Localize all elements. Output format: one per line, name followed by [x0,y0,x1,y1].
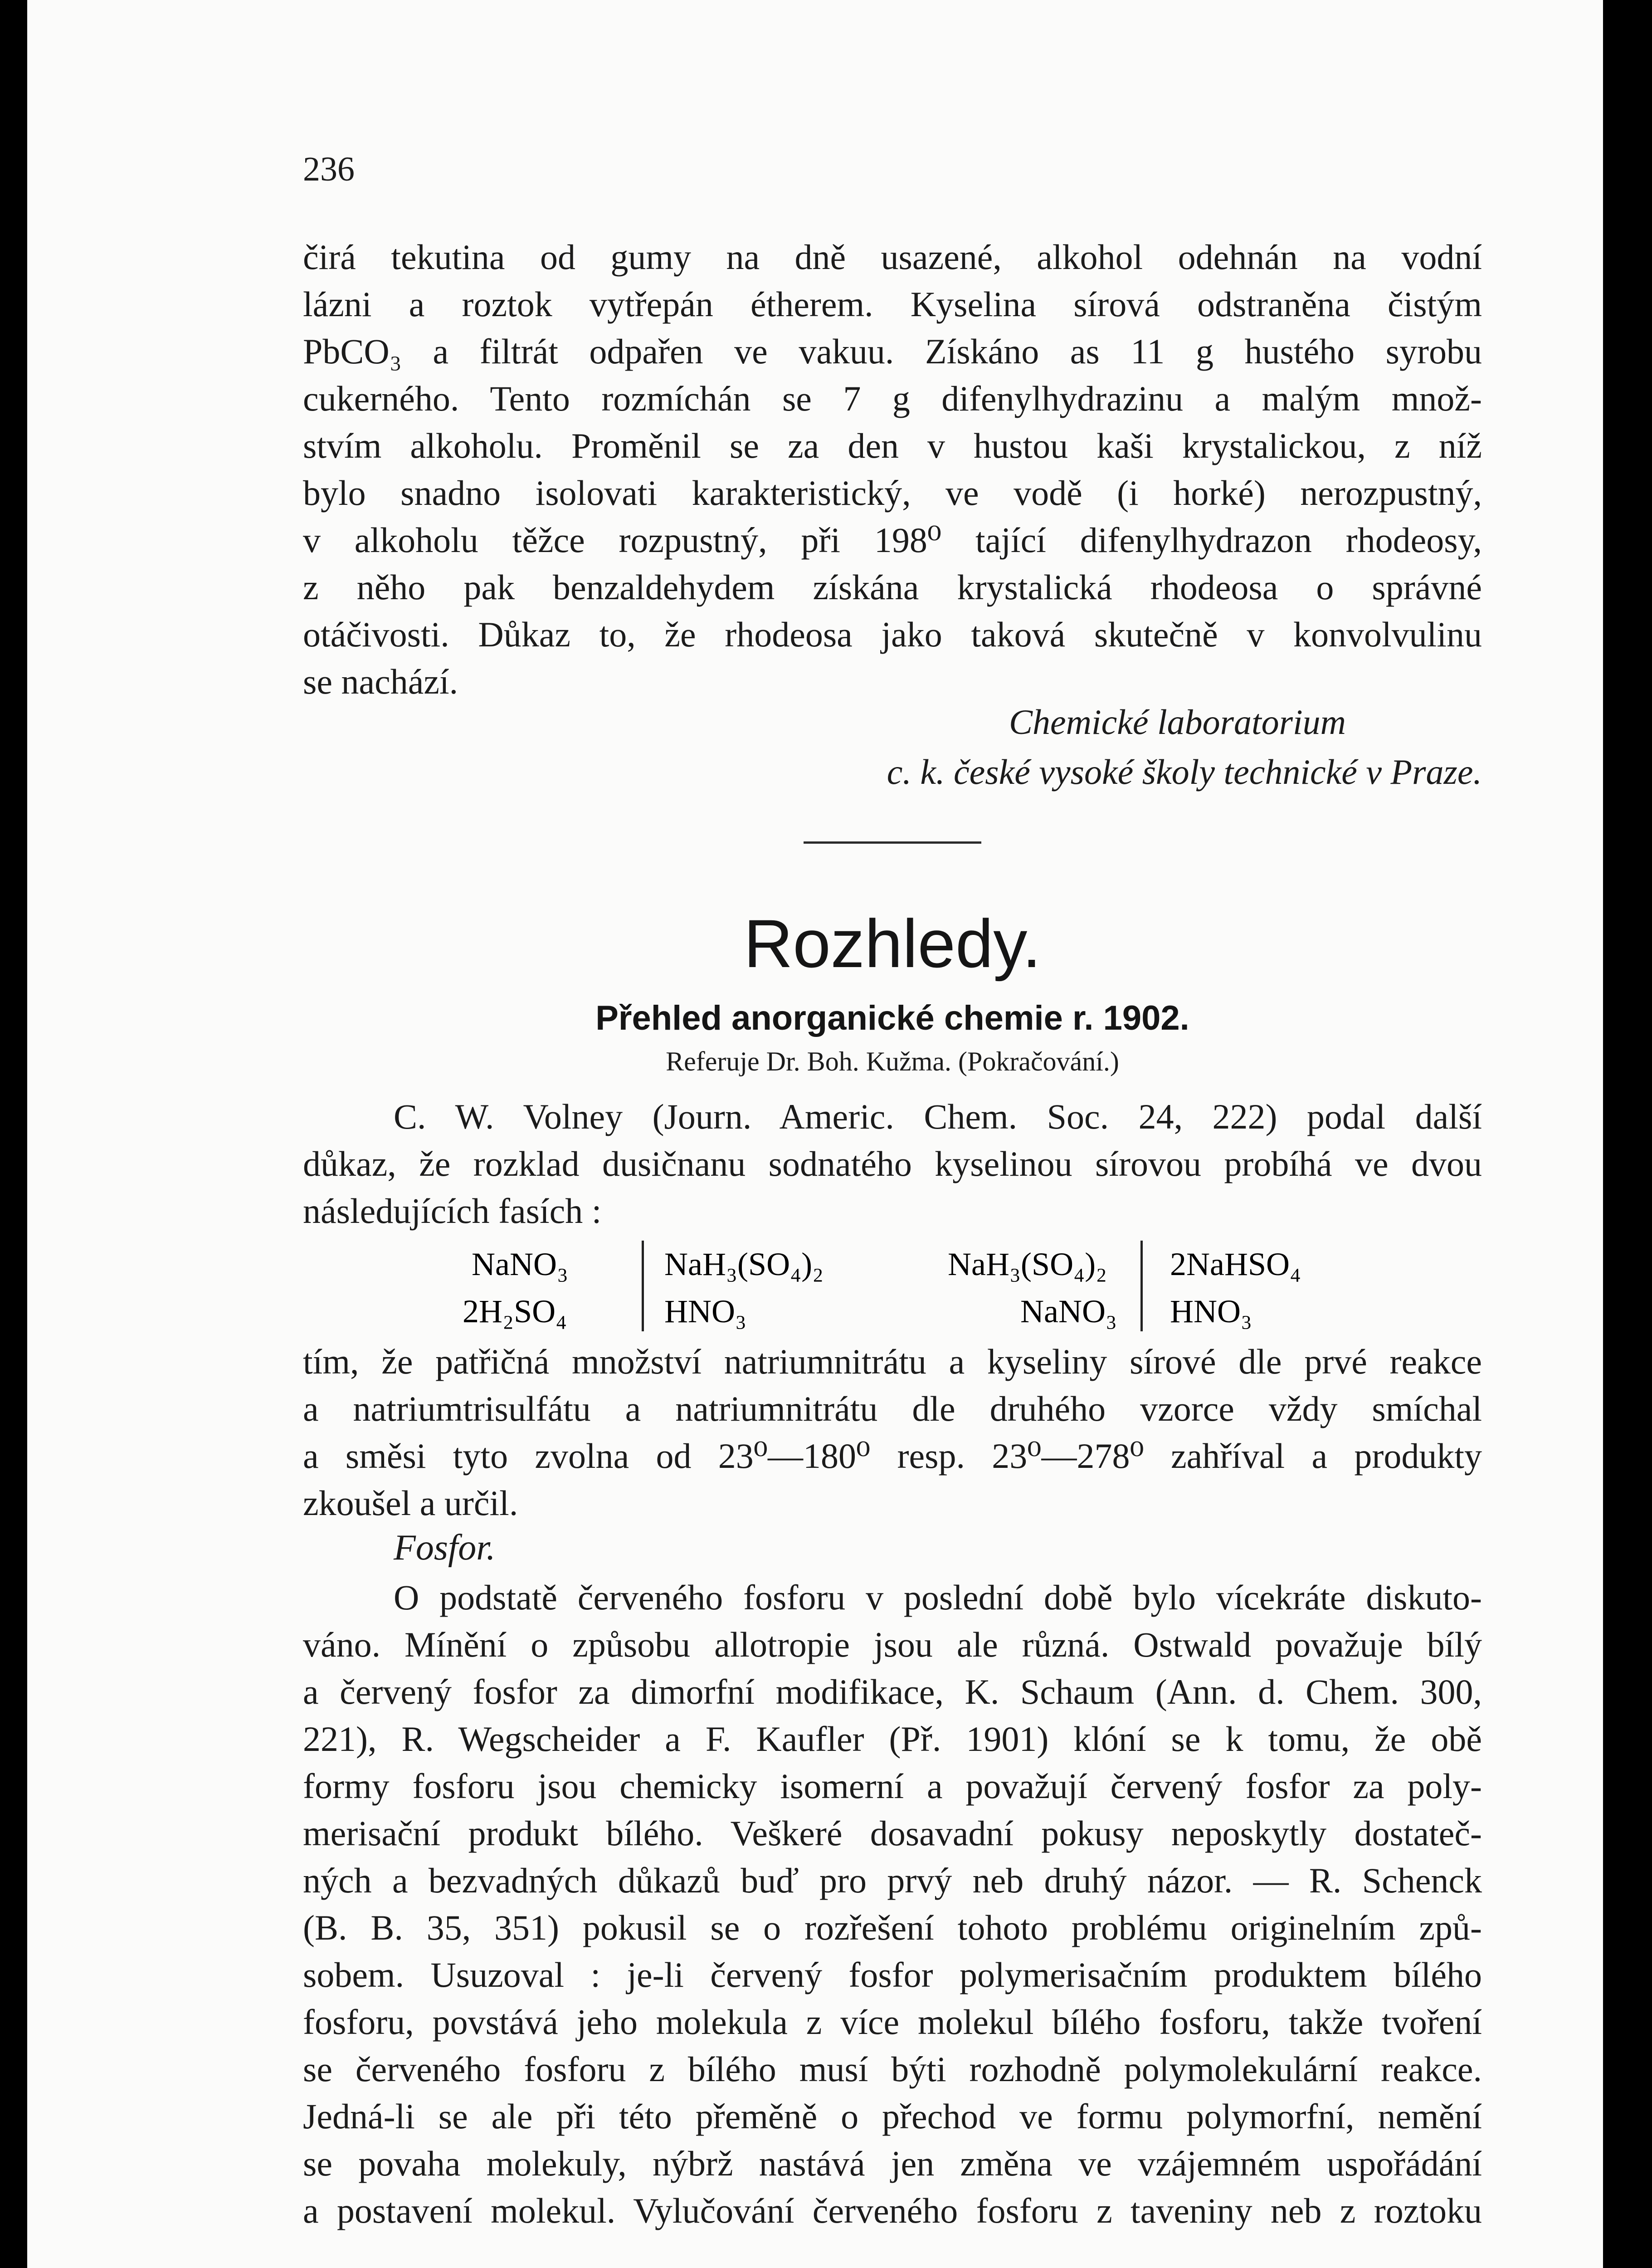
text-line: následujících fasích : [303,1191,602,1231]
page [27,0,1603,2268]
formula-mid2-top: NaH₃(SO₄)₂ [948,1246,1107,1282]
signature-line-2: c. k. české vysoké školy technické v Praze. [887,752,1482,792]
text-line: ných a bezvadných důkazů buď pro prvý neb druhý názor. — R. Schenck [303,1861,1482,1900]
byline: Referuje Dr. Boh. Kužma. (Pokračování.) [666,1046,1119,1076]
text-line: Jedná-li se ale při této přeměně o přechod ve formu polymorfní, nemění [303,2097,1482,2136]
text-line: a natriumtrisulfátu a natriumnitrátu dle druhého vzorce vždy smíchal [303,1389,1482,1428]
separator-rule [804,841,981,844]
text-line: sobem. Usuzoval : je-li červený fosfor polymerisačním produktem bílého [303,1955,1482,1994]
text-line: PbCO₃ a filtrát odpařen ve vakuu. Získáno as 11 g hustého syrobu [303,332,1482,371]
text-line: důkaz, že rozklad dusičnanu sodnatého kyselinou sírovou probíhá ve dvou [303,1144,1482,1183]
formula-mid1-bottom: HNO₃ [664,1293,747,1330]
text-line: merisační produkt bílého. Veškeré dosavadní pokusy neposkytly dostateč- [303,1813,1482,1853]
text-line: v alkoholu těžce rozpustný, při 198⁰ tající difenylhydrazon rhodeosy, [303,520,1482,560]
text-line: a červený fosfor za dimorfní modifikace, K. Schaum (Ann. d. Chem. 300, [303,1672,1482,1711]
text-line: váno. Mínění o způsobu allotropie jsou ale různá. Ostwald považuje bílý [303,1625,1482,1664]
text-line: fosforu, povstává jeho molekula z více molekul bílého fosforu, takže tvoření [303,2002,1482,2042]
text-line: čirá tekutina od gumy na dně usazené, alkohol odehnán na vodní [303,237,1482,277]
section-title: Rozhledy. [744,905,1041,982]
text-line: tím, že patřičná množství natriumnitrátu a kyseliny sírové dle prvé reakce [303,1342,1482,1381]
text-line: a postavení molekul. Vylučování červeného fosforu z taveniny neb z roztoku [303,2191,1482,2230]
text-line: zkoušel a určil. [303,1483,518,1523]
formula-divider [1140,1241,1143,1331]
formula-divider [642,1241,644,1331]
text-line: z něho pak benzaldehydem získána krystalická rhodeosa o správné [303,567,1482,607]
article-subtitle: Přehled anorganické chemie r. 1902. [595,999,1189,1037]
formula-right-top: 2NaHSO₄ [1170,1246,1301,1282]
text-line: formy fosforu jsou chemicky isomerní a považují červený fosfor za poly- [303,1766,1482,1806]
text-line: cukerného. Tento rozmíchán se 7 g difenylhydrazinu a malým množ- [303,379,1482,418]
subsection-title-fosfor: Fosfor. [394,1528,496,1568]
formula-left-bottom: 2H₂SO₄ [463,1293,567,1330]
text-line: (B. B. 35, 351) pokusil se o rozřešení tohoto problému originelním způ- [303,1908,1482,1947]
text-line: bylo snadno isolovati karakteristický, ve vodě (i horké) nerozpustný, [303,473,1482,513]
formula-left-top: NaNO₃ [472,1246,569,1282]
text-line: O podstatě červeného fosforu v poslední době bylo vícekráte diskuto- [394,1578,1482,1617]
text-line: lázni a roztok vytřepán étherem. Kyselina sírová odstraněna čistým [303,284,1482,324]
text-line: C. W. Volney (Journ. Americ. Chem. Soc. 24, 222) podal další [394,1097,1482,1136]
text-line: se červeného fosforu z bílého musí býti rozhodně polymolekulární reakce. [303,2049,1482,2089]
text-line: se povaha molekuly, nýbrž nastává jen změna ve vzájemném uspořádání [303,2144,1482,2183]
text-line: 221), R. Wegscheider a F. Kaufler (Př. 1901) klóní se k tomu, že obě [303,1719,1482,1759]
formula-right-bottom: HNO₃ [1170,1293,1252,1330]
text-line: otáčivosti. Důkaz to, že rhodeosa jako taková skutečně v konvolvulinu [303,615,1482,654]
page-number: 236 [303,150,355,188]
formula-mid2-bottom: NaNO₃ [1020,1293,1117,1330]
formula-mid1-top: NaH₃(SO₄)₂ [664,1246,824,1282]
text-line: a směsi tyto zvolna od 23⁰—180⁰ resp. 23⁰—278⁰ zahříval a produkty [303,1436,1482,1476]
text-line: stvím alkoholu. Proměnil se za den v hustou kaši krystalickou, z níž [303,426,1482,465]
signature-line-1: Chemické laboratorium [1009,702,1346,742]
text-line: se nachází. [303,662,458,701]
